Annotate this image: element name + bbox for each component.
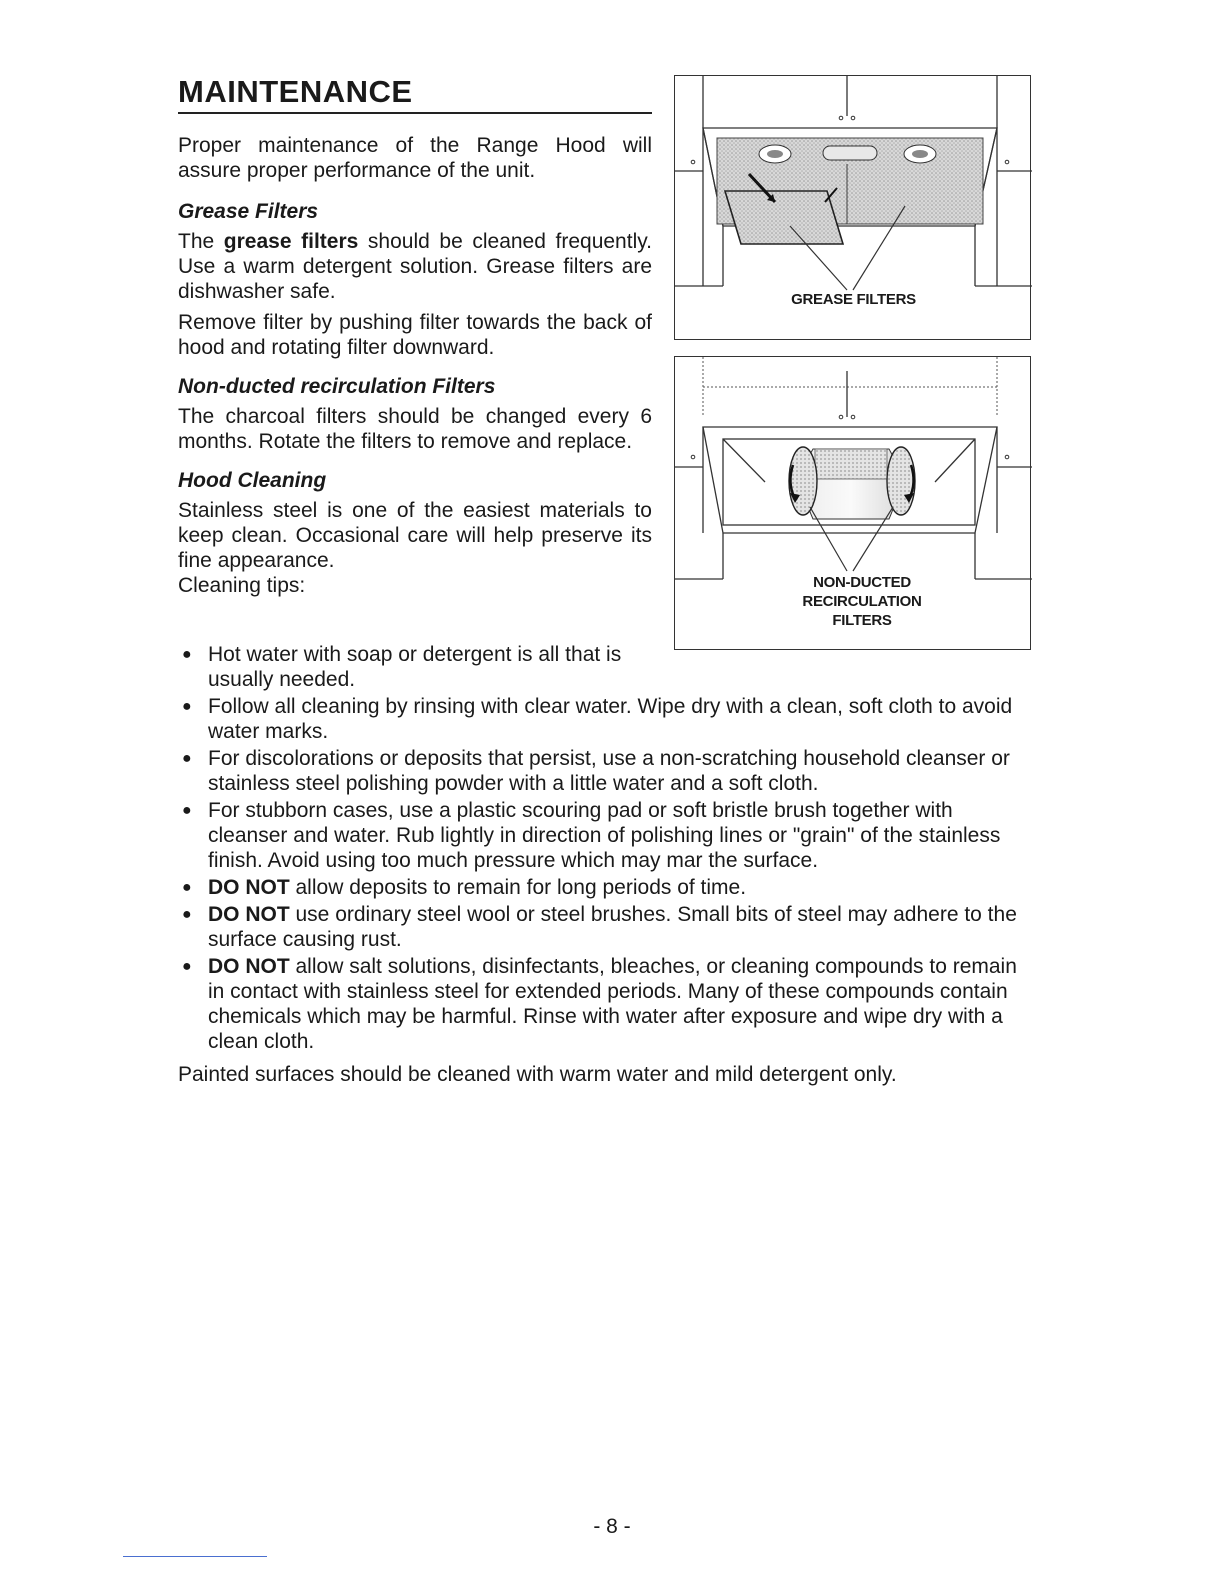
bullet-icon: ● — [182, 802, 192, 819]
list-item: ● Follow all cleaning by rinsing with clear water. Wipe dry with a clean, soft cloth to avoid water marks. — [182, 695, 1013, 743]
grease-filters-heading: Grease Filters — [178, 200, 319, 223]
list-item: ● For stubborn cases, use a plastic scouring pad or soft bristle brush together with cleanser and water. Rub lightly in direction of polishing lines or "grain" of the stainless finish. Avoid using too much pressure which may mar the surface. — [182, 799, 1001, 872]
list-item: ● DO NOT use ordinary steel wool or steel brushes. Small bits of steel may adhere to the surface causing rust. — [182, 903, 1017, 951]
nonducted-filters-paragraph: The charcoal filters should be changed every 6 months. Rotate the filters to remove and replace. — [178, 405, 652, 453]
bullet-icon: ● — [182, 750, 192, 767]
nonducted-filters-heading: Non-ducted recirculation Filters — [178, 375, 496, 398]
grease-filters-paragraph — [178, 229, 652, 304]
hood-cleaning-paragraph: Stainless steel is one of the easiest materials to keep clean. Occasional care will help preserve its fine appearance. — [178, 499, 652, 572]
footer-divider — [123, 1556, 267, 1557]
cleaning-tips-list — [178, 642, 1036, 1056]
bullet-icon: ● — [182, 958, 192, 975]
list-item: ● DO NOT allow deposits to remain for long periods of time. — [182, 876, 747, 899]
nonducted-filters-figure — [674, 356, 1031, 650]
grease-filters-removal: Remove filter by pushing filter towards the back of hood and rotating filter downward. — [178, 311, 652, 359]
cleaning-tips-label: Cleaning tips: — [178, 574, 306, 597]
bullet-icon: ● — [182, 906, 192, 923]
bullet-icon: ● — [182, 646, 192, 663]
hood-cleaning-heading: Hood Cleaning — [178, 469, 327, 492]
caption-line: NON-DUCTED — [813, 574, 911, 591]
list-item: ● Hot water with soap or detergent is all that is usually needed. — [182, 643, 622, 691]
page-title: MAINTENANCE — [178, 74, 652, 114]
left-column — [178, 133, 652, 598]
grease-filters-caption: GREASE FILTERS — [791, 291, 916, 308]
closing-paragraph: Painted surfaces should be cleaned with warm water and mild detergent only. — [178, 1063, 897, 1086]
grease-p1-bold: grease filters — [223, 230, 359, 253]
list-item: ● For discolorations or deposits that persist, use a non-scratching household cleanser or stainless steel polishing powder with a little water and a soft cloth. — [182, 747, 1010, 795]
list-item: ● DO NOT allow salt solutions, disinfectants, bleaches, or cleaning compounds to remain in contact with stainless steel for extended periods. Many of these compounds contain chemicals which may be harmful. Rinse with water after exposure and wipe dry with a clean cloth. — [182, 955, 1017, 1053]
bullet-icon: ● — [182, 879, 192, 896]
caption-line: FILTERS — [832, 612, 892, 629]
caption-line: RECIRCULATION — [802, 593, 922, 610]
grease-filters-figure — [674, 75, 1031, 340]
nonducted-filters-caption — [675, 573, 1049, 630]
intro-paragraph: Proper maintenance of the Range Hood will assure proper performance of the unit. — [178, 134, 652, 182]
bullet-icon: ● — [182, 698, 192, 715]
grease-p1-pre: The — [178, 230, 224, 253]
page-number: - 8 - — [593, 1515, 631, 1538]
grease-p1-post: should be cleaned frequently. Use a warm detergent solution. Grease filters are dishwasher safe. — [178, 230, 653, 303]
